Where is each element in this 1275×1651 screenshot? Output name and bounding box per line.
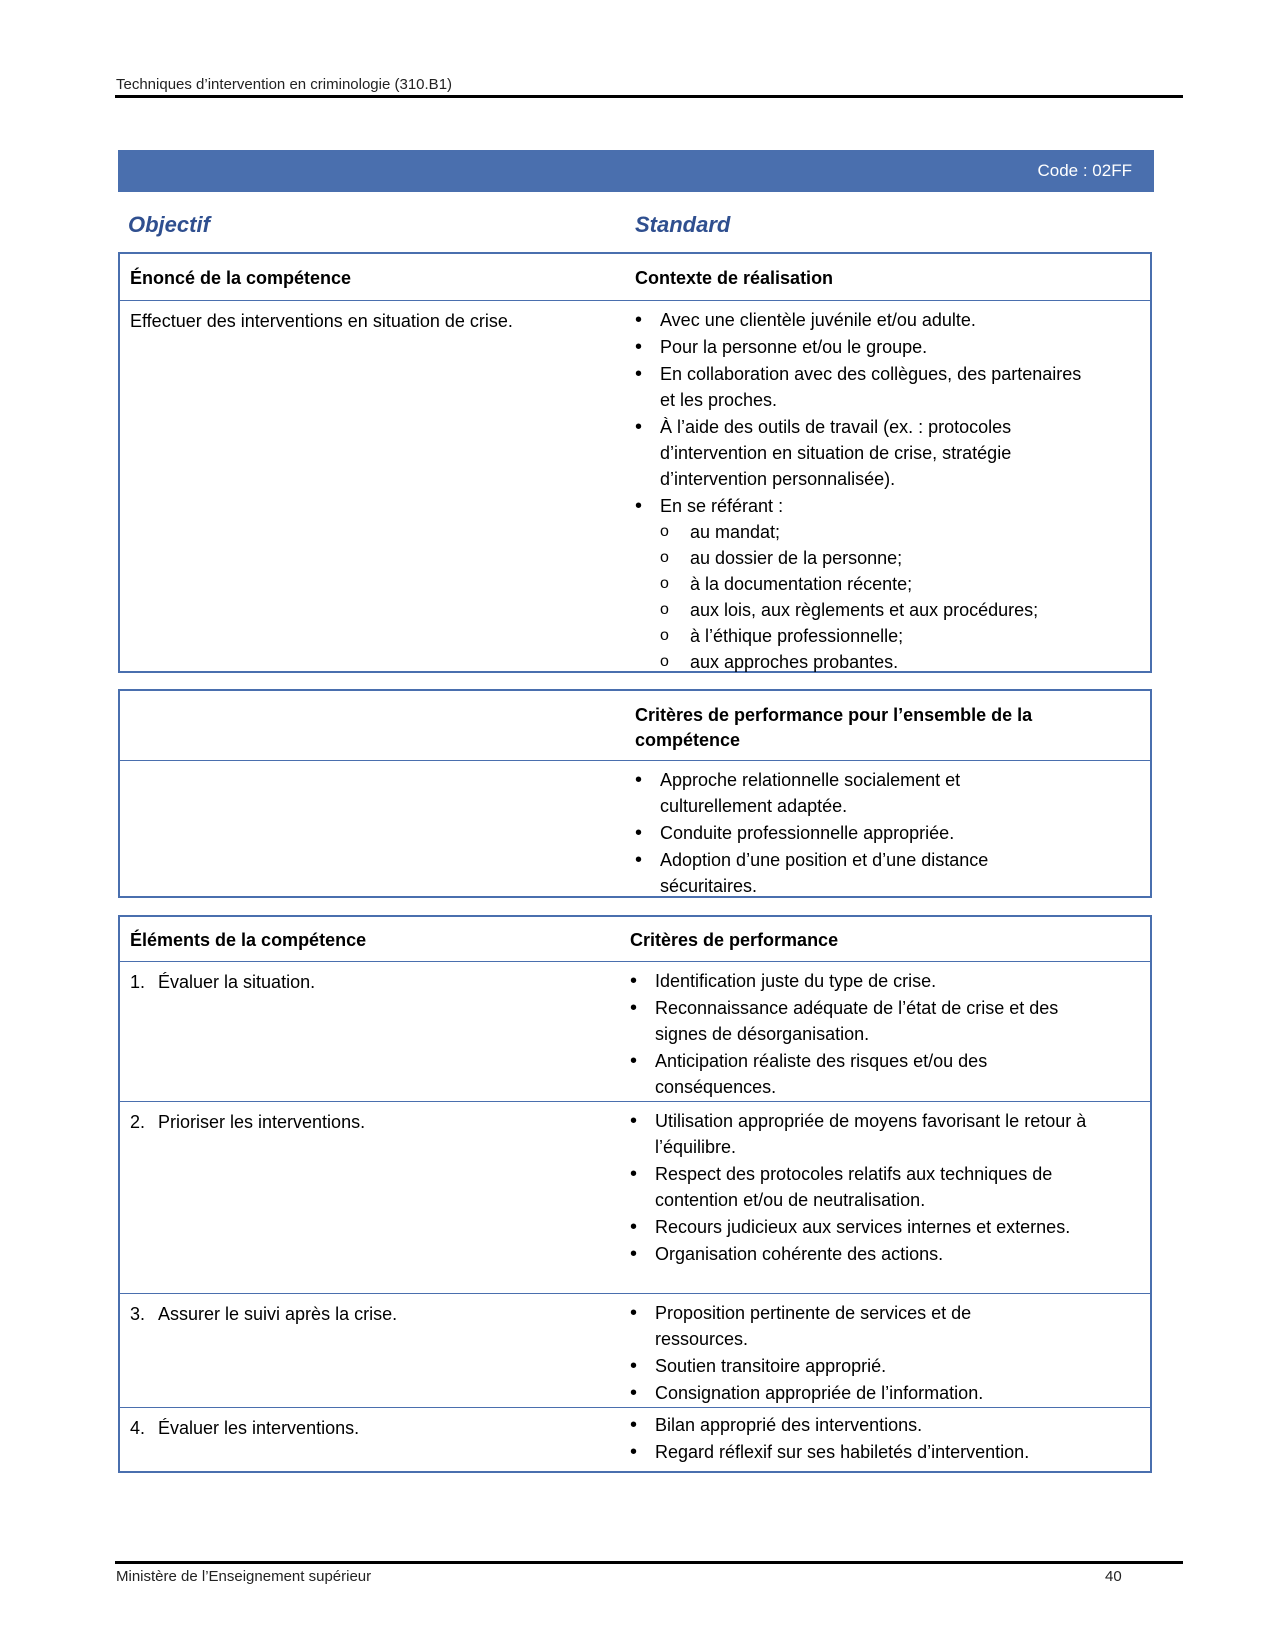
list-item: • Approche relationnelle socialement et culturellement adaptée. bbox=[635, 767, 1015, 819]
competency-code: Code : 02FF bbox=[1037, 161, 1132, 180]
list-item: • Adoption d’une position et d’une distance sécuritaires. bbox=[635, 847, 1015, 899]
list-item: • Pour la personne et/ou le groupe. bbox=[635, 334, 1095, 360]
criteria-list bbox=[630, 1108, 1110, 1268]
sub-list-item: o au dossier de la personne; bbox=[660, 545, 1095, 571]
column-heading-standard: Standard bbox=[635, 212, 731, 237]
sub-list-item: o à la documentation récente; bbox=[660, 571, 1095, 597]
element-number: 3. bbox=[130, 1304, 146, 1324]
criteria-list bbox=[630, 1300, 1050, 1407]
list-item: • Conduite professionnelle appropriée. bbox=[635, 820, 1015, 846]
list-item: • Consignation appropriée de l’information. bbox=[630, 1380, 1050, 1406]
element-number: 2. bbox=[130, 1112, 146, 1132]
element-row-4 bbox=[120, 1408, 1150, 1469]
list-item: • Avec une clientèle juvénile et/ou adulte. bbox=[635, 307, 1095, 333]
element-label: Évaluer les interventions. bbox=[158, 1418, 360, 1438]
section-row bbox=[120, 301, 1150, 671]
element-row-2 bbox=[120, 1102, 1150, 1294]
sub-list-item: o aux approches probantes. bbox=[660, 649, 1095, 675]
code-bar bbox=[118, 150, 1154, 192]
header-rule bbox=[115, 95, 1183, 98]
performance-criteria-heading: Critères de performance bbox=[630, 930, 839, 950]
list-item: • Reconnaissance adéquate de l’état de crise et des signes de désorganisation. bbox=[630, 995, 1110, 1047]
section-header bbox=[120, 254, 1150, 301]
section-overall-criteria bbox=[118, 689, 1152, 898]
section-header bbox=[120, 917, 1150, 962]
context-list bbox=[635, 307, 1095, 676]
page-header-title: Techniques d’intervention en criminologie (310.B1) bbox=[116, 76, 453, 93]
context-heading: Contexte de réalisation bbox=[635, 268, 834, 288]
statement-heading: Énoncé de la compétence bbox=[130, 268, 352, 288]
elements-heading: Éléments de la compétence bbox=[130, 930, 367, 950]
list-item: • Soutien transitoire approprié. bbox=[630, 1353, 1050, 1379]
element-3 bbox=[130, 1304, 397, 1325]
section-row bbox=[120, 761, 1150, 896]
element-row-1 bbox=[120, 962, 1150, 1102]
list-item: • Proposition pertinente de services et de ressources. bbox=[630, 1300, 1050, 1352]
list-item-label: En se référant : bbox=[660, 496, 784, 516]
sub-list-item: o au mandat; bbox=[660, 519, 1095, 545]
element-label: Assurer le suivi après la crise. bbox=[158, 1304, 398, 1324]
list-item: • Identification juste du type de crise. bbox=[630, 968, 1110, 994]
competency-statement: Effectuer des interventions en situation de crise. bbox=[130, 311, 513, 331]
element-number: 4. bbox=[130, 1418, 146, 1438]
element-1 bbox=[130, 972, 315, 993]
list-item: • Respect des protocoles relatifs aux techniques de contention et/ou de neutralisation. bbox=[630, 1161, 1110, 1213]
element-2 bbox=[130, 1112, 365, 1133]
list-item: • En collaboration avec des collègues, des partenaires et les proches. bbox=[635, 361, 1095, 413]
section-header bbox=[120, 691, 1150, 761]
element-label: Prioriser les interventions. bbox=[158, 1112, 366, 1132]
list-item: • Regard réflexif sur ses habiletés d’intervention. bbox=[630, 1439, 1130, 1465]
overall-criteria-list bbox=[635, 767, 1015, 900]
list-item: • À l’aide des outils de travail (ex. : protocoles d’intervention en situation de crise, stratégie d’intervention personnalisée). bbox=[635, 414, 1095, 492]
criteria-list bbox=[630, 1412, 1130, 1466]
section-competency-statement bbox=[118, 252, 1152, 673]
element-4 bbox=[130, 1418, 359, 1439]
list-item: • Recours judicieux aux services internes et externes. bbox=[630, 1214, 1110, 1240]
overall-criteria-heading: Critères de performance pour l’ensemble de la compétence bbox=[635, 705, 1033, 750]
list-item: • Organisation cohérente des actions. bbox=[630, 1241, 1110, 1267]
footer-rule bbox=[115, 1561, 1183, 1564]
list-item: • Utilisation appropriée de moyens favorisant le retour à l’équilibre. bbox=[630, 1108, 1110, 1160]
element-label: Évaluer la situation. bbox=[158, 972, 316, 992]
sub-list-item: o à l’éthique professionnelle; bbox=[660, 623, 1095, 649]
reference-sublist bbox=[660, 519, 1095, 675]
column-heading-objective: Objectif bbox=[128, 212, 210, 237]
footer-ministry: Ministère de l’Enseignement supérieur bbox=[116, 1568, 372, 1585]
list-item: • Anticipation réaliste des risques et/ou des conséquences. bbox=[630, 1048, 1110, 1100]
page-number: 40 bbox=[1105, 1568, 1122, 1585]
criteria-list bbox=[630, 968, 1110, 1101]
element-number: 1. bbox=[130, 972, 146, 992]
section-elements bbox=[118, 915, 1152, 1473]
list-item bbox=[635, 493, 1095, 675]
element-row-3 bbox=[120, 1294, 1150, 1408]
sub-list-item: o aux lois, aux règlements et aux procédures; bbox=[660, 597, 1095, 623]
list-item: • Bilan approprié des interventions. bbox=[630, 1412, 1130, 1438]
